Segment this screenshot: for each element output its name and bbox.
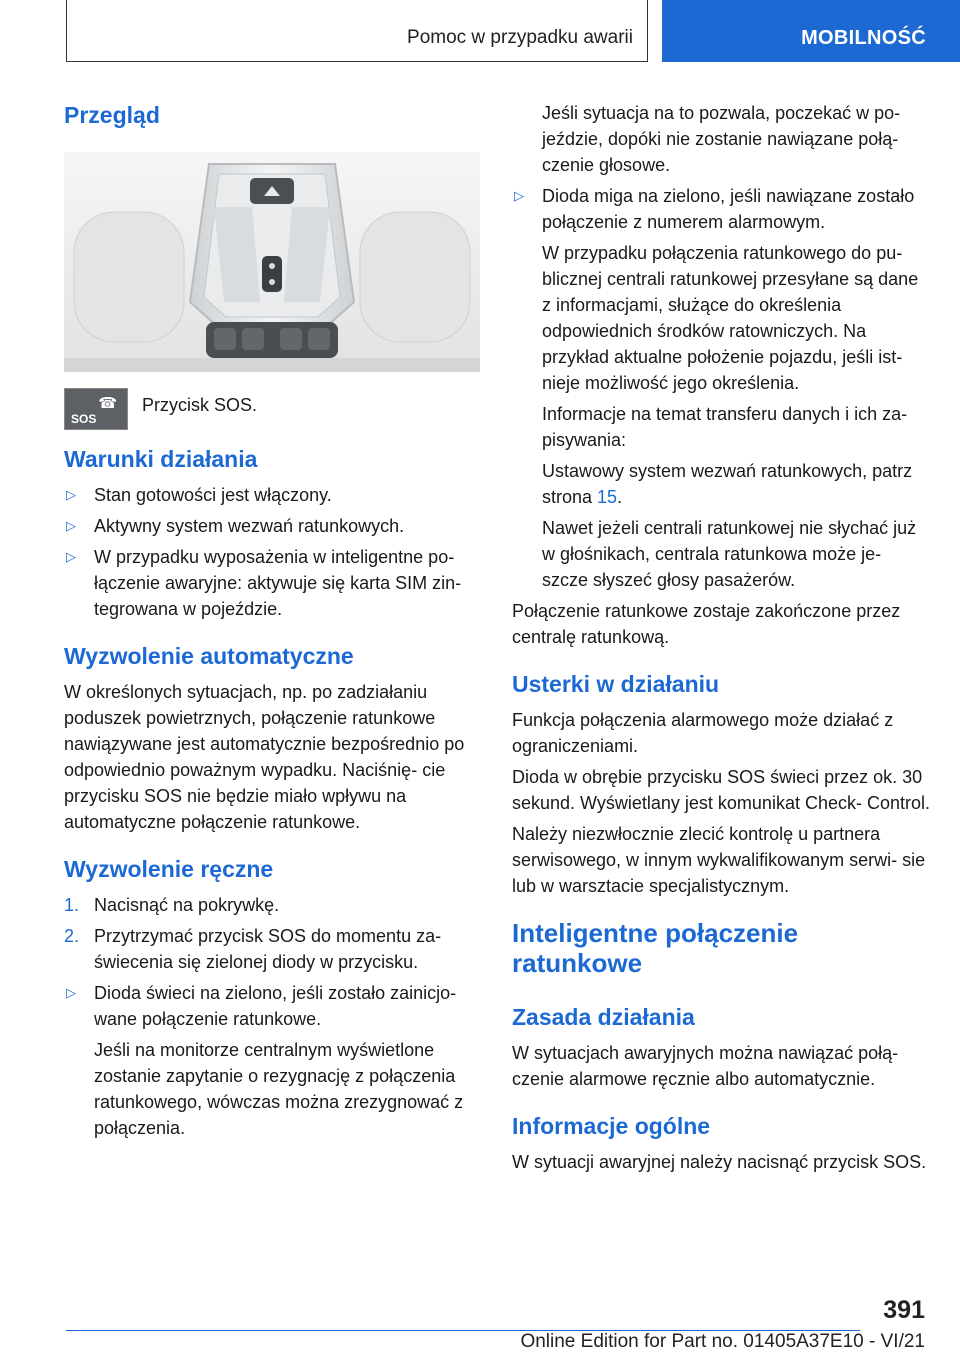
dioda-miga-list xyxy=(512,183,930,235)
triangle-right-icon: ▷ xyxy=(66,487,76,502)
sytuacja-text: Jeśli sytuacja na to pozwala, poczekać w po- jeździe, dopóki nie zostanie nawiązane połą- czenie głosowe. xyxy=(542,103,901,175)
heading-przeglad: Przegląd xyxy=(64,102,160,128)
dioda-list xyxy=(64,980,480,1032)
ogolne-text: W sytuacji awaryjnej należy nacisnąć przycisk SOS. xyxy=(512,1152,927,1172)
zasada-text: W sytuacjach awaryjnych można nawiązać połą- czenie alarmowe ręcznie albo automatycznie. xyxy=(512,1043,899,1089)
heading-ogolne: Informacje ogólne xyxy=(512,1113,711,1139)
heading-auto: Wyzwolenie automatyczne xyxy=(64,643,354,669)
sos-icon-label: SOS xyxy=(71,412,97,426)
list-item: ▷ Aktywny system wezwań ratunkowych. xyxy=(64,513,480,539)
ustawowy-text: Ustawowy system wezwań ratunkowych, patrz strona 15. xyxy=(542,461,913,507)
heading-reczne: Wyzwolenie ręczne xyxy=(64,856,274,882)
transfer-text: Informacje na temat transferu danych i ich za- pisywania: xyxy=(542,404,908,450)
nawet-text: Nawet jeżeli centrali ratunkowej nie słychać już w głośnikach, centrala ratunkowa może je- szcze słyszeć głosy pasażerów. xyxy=(542,518,917,590)
usterki-text-3: Należy niezwłocznie zlecić kontrolę u partnera serwisowego, w innym wykwalifikowanym serwi- sie lub w warsztacie specjalistycznym. xyxy=(512,824,926,896)
sos-caption: Przycisk SOS. xyxy=(142,395,258,415)
roof-console-image xyxy=(64,152,480,372)
sos-phone-icon xyxy=(64,388,128,430)
list-item: ▷ Dioda miga na zielono, jeśli nawiązane zostało połączenie z numerem alarmowym. xyxy=(512,183,930,235)
right-column xyxy=(512,100,930,1180)
list-item: ▷ Stan gotowości jest włączony. xyxy=(64,482,480,508)
left-column xyxy=(64,100,480,1146)
heading-usterki: Usterki w działaniu xyxy=(512,671,720,697)
heading-inteligentne: Inteligentne połączenie ratunkowe xyxy=(512,918,799,978)
step-item: 1. Nacisnąć na pokrywkę. xyxy=(64,895,280,915)
triangle-right-icon: ▷ xyxy=(66,985,76,1000)
dane-text: W przypadku połączenia ratunkowego do pu- blicznej centrali ratunkowej przesyłane są dane z informacjami, służące do określenia odpowiednich środków ratowniczych. Na przykład aktualne położenie pojazdu, jeśli ist- nieje możliwość jego określenia. xyxy=(542,243,919,393)
list-item: ▷ W przypadku wyposażenia w inteligentne po- łączenie awaryjne: aktywuje się karta SIM zin- tegrowana w pojeździe. xyxy=(64,544,480,622)
roof-console-illustration xyxy=(64,152,480,372)
step-item: 2. Przytrzymać przycisk SOS do momentu za- świecenia się zielonej diody w przycisku. xyxy=(64,926,442,972)
chapter-title: MOBILNOŚĆ xyxy=(801,27,926,49)
usterki-text-1: Funkcja połączenia alarmowego może działać z ograniczeniami. xyxy=(512,710,894,756)
warunki-list xyxy=(64,482,480,622)
phone-icon: ☎ xyxy=(98,395,117,412)
header-section-title xyxy=(66,0,648,62)
triangle-right-icon: ▷ xyxy=(514,188,524,203)
steps-list xyxy=(64,892,480,975)
usterki-text-2: Dioda w obrębie przycisku SOS świeci przez ok. 30 sekund. Wyświetlany jest komunikat Check- Control. xyxy=(512,767,930,813)
heading-zasada: Zasada działania xyxy=(512,1004,695,1030)
section-title: Pomoc w przypadku awarii xyxy=(407,27,633,48)
heading-warunki: Warunki działania xyxy=(64,446,258,472)
zakonczone-text: Połączenie ratunkowe zostaje zakończone przez centralę ratunkową. xyxy=(512,601,901,647)
page-number: 391 xyxy=(883,1296,925,1324)
header-chapter-tab[interactable] xyxy=(662,0,960,62)
triangle-right-icon: ▷ xyxy=(66,549,76,564)
auto-text: W określonych sytuacjach, np. po zadziałaniu poduszek powietrznych, połączenie ratunkowe nawiązywane jest automatycznie bezpośrednio po odpowiednio poważnym wypadku. Naciśnię- cie przycisku SOS nie będzie miało wpływu na automatyczne połączenie ratunkowe. xyxy=(64,682,465,832)
page-link[interactable]: 15 xyxy=(597,487,618,507)
sos-caption-row xyxy=(64,388,480,430)
triangle-right-icon: ▷ xyxy=(66,518,76,533)
monitor-text: Jeśli na monitorze centralnym wyświetlone zostanie zapytanie o rezygnację z połączenia ratunkowego, wówczas można zrezygnować z połączenia. xyxy=(94,1040,464,1138)
list-item: ▷ Dioda świeci na zielono, jeśli zostało zainicjo- wane połączenie ratunkowe. xyxy=(64,980,480,1032)
edition-text: Online Edition for Part no. 01405A37E10 - VI/21 xyxy=(520,1331,925,1352)
